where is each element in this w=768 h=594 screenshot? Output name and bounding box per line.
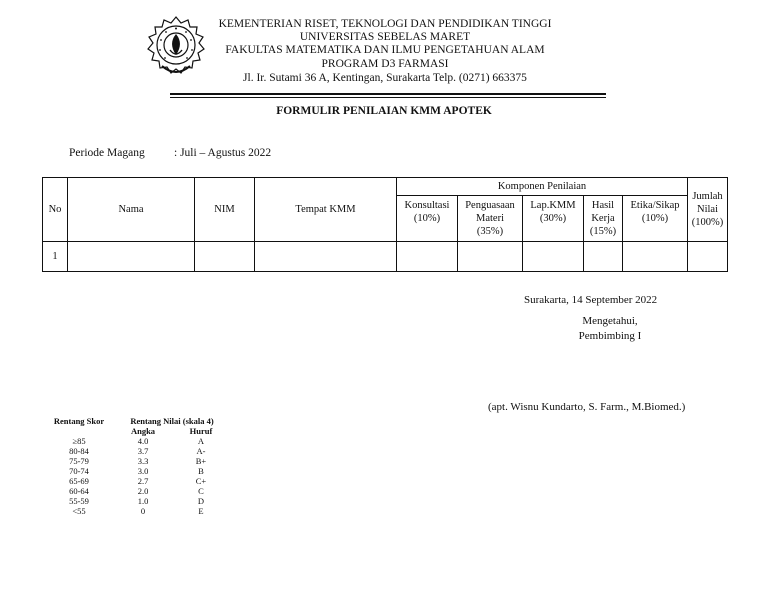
signature-name: (apt. Wisnu Kundarto, S. Farm., M.Biomed.): [488, 401, 686, 413]
assessment-table: [42, 177, 728, 272]
table-row: [44, 506, 230, 516]
header-program: PROGRAM D3 FARMASI: [321, 58, 449, 70]
cell-lap-kmm: [523, 242, 584, 272]
scale-header-angka: Angka: [130, 426, 156, 436]
scale-skor: <55: [72, 506, 86, 516]
component-line1: Lap.KMM: [530, 200, 576, 211]
scale-huruf: C+: [195, 476, 207, 486]
scale-huruf: C: [198, 486, 204, 496]
col-header-nim: NIM: [195, 178, 255, 242]
component-line1: Penguasaan: [465, 200, 515, 211]
component-line3: [625, 225, 685, 238]
header-university: UNIVERSITAS SEBELAS MARET: [299, 31, 471, 43]
cell-tempat-kmm: [255, 242, 397, 272]
col-header-lap-kmm: [523, 196, 584, 242]
component-line2: Materi: [476, 213, 504, 224]
cell-nim: [195, 242, 255, 272]
cell-etika-sikap: [623, 242, 688, 272]
scale-huruf: B: [198, 466, 204, 476]
header-divider-thin: [170, 97, 606, 98]
cell-hasil-kerja: [584, 242, 623, 272]
header-faculty: FAKULTAS MATEMATIKA DAN ILMU PENGETAHUAN ALAM: [225, 44, 545, 56]
scale-angka: 3.0: [137, 466, 149, 476]
table-header-row: [43, 178, 728, 196]
signature-ack-label: Mengetahui,: [582, 315, 638, 327]
scale-header-row: [44, 416, 230, 426]
scale-subheader-empty: [44, 426, 114, 436]
header-address: Jl. Ir. Sutami 36 A, Kentingan, Surakarta Telp. (0271) 663375: [243, 72, 527, 84]
scale-angka: 3.7: [137, 446, 149, 456]
scale-huruf: A: [197, 436, 205, 446]
scale-skor: 80-84: [69, 446, 89, 456]
cell-jumlah-nilai: [688, 242, 728, 272]
scale-skor: 60-64: [69, 486, 89, 496]
table-row: [44, 476, 230, 486]
scale-skor: ≥85: [72, 436, 86, 446]
col-header-jumlah-nilai: [688, 178, 728, 242]
period-value: : Juli – Agustus 2022: [174, 147, 272, 159]
scale-skor: 75-79: [69, 456, 89, 466]
table-row: [44, 466, 230, 476]
scale-skor: 55-59: [69, 496, 89, 506]
grading-scale-table: [44, 416, 230, 516]
col-header-tempat-kmm: Tempat KMM: [255, 178, 397, 242]
component-line3: [525, 225, 581, 238]
scale-huruf: D: [197, 496, 205, 506]
scale-angka: 0: [140, 506, 146, 516]
form-title: FORMULIR PENILAIAN KMM APOTEK: [276, 105, 492, 117]
cell-konsultasi: [397, 242, 458, 272]
scale-huruf: E: [198, 506, 204, 516]
cell-penguasaan-materi: [458, 242, 523, 272]
component-line3: (15%): [589, 226, 617, 237]
scale-angka: 3.3: [137, 456, 149, 466]
scale-header-skor: Rentang Skor: [53, 416, 105, 426]
scale-angka: 2.7: [137, 476, 149, 486]
table-row: [44, 486, 230, 496]
jumlah-line2: Nilai: [697, 204, 718, 215]
col-header-etika-sikap: [623, 196, 688, 242]
table-row: [44, 456, 230, 466]
header-ministry: KEMENTERIAN RISET, TEKNOLOGI DAN PENDIDIKAN TINGGI: [218, 18, 552, 30]
table-row: [44, 446, 230, 456]
signature-role: Pembimbing I: [578, 329, 642, 342]
scale-angka: 1.0: [137, 496, 149, 506]
scale-skor: 70-74: [69, 466, 89, 476]
scale-header-nilai: Rentang Nilai (skala 4): [130, 416, 214, 426]
component-line3: (35%): [476, 226, 504, 237]
signature-place-date: Surakarta, 14 September 2022: [524, 294, 658, 306]
component-line1: Hasil: [591, 200, 615, 211]
cell-nama: [68, 242, 195, 272]
scale-header-huruf: Huruf: [189, 426, 213, 436]
jumlah-line1: Jumlah: [692, 191, 723, 202]
period-label: Periode Magang: [69, 147, 145, 159]
col-group-komponen-penilaian: Komponen Penilaian: [397, 178, 688, 196]
table-row: [44, 436, 230, 446]
component-line3: [399, 225, 455, 238]
col-header-konsultasi: [397, 196, 458, 242]
scale-subheader-row: [44, 426, 230, 436]
col-header-hasil-kerja: [584, 196, 623, 242]
scale-angka: 2.0: [137, 486, 149, 496]
component-line1: Etika/Sikap: [630, 200, 680, 211]
header-divider-thick: [170, 93, 606, 95]
component-line2: (30%): [539, 213, 567, 224]
scale-huruf: A-: [196, 446, 206, 456]
col-header-penguasaan-materi: [458, 196, 523, 242]
table-row: [44, 496, 230, 506]
table-row: [43, 242, 728, 272]
scale-huruf: B+: [195, 456, 207, 466]
cell-no: 1: [43, 242, 68, 272]
scale-angka: 4.0: [137, 436, 149, 446]
component-line2: Kerja: [591, 213, 615, 224]
col-header-no: No: [43, 178, 68, 242]
signature-acknowledgement: [560, 314, 660, 343]
component-line2: (10%): [413, 213, 441, 224]
jumlah-line3: (100%): [691, 217, 724, 228]
col-header-nama: Nama: [68, 178, 195, 242]
component-line2: (10%): [641, 213, 669, 224]
component-line1: Konsultasi: [404, 200, 450, 211]
university-logo: [144, 14, 208, 80]
scale-skor: 65-69: [69, 476, 89, 486]
